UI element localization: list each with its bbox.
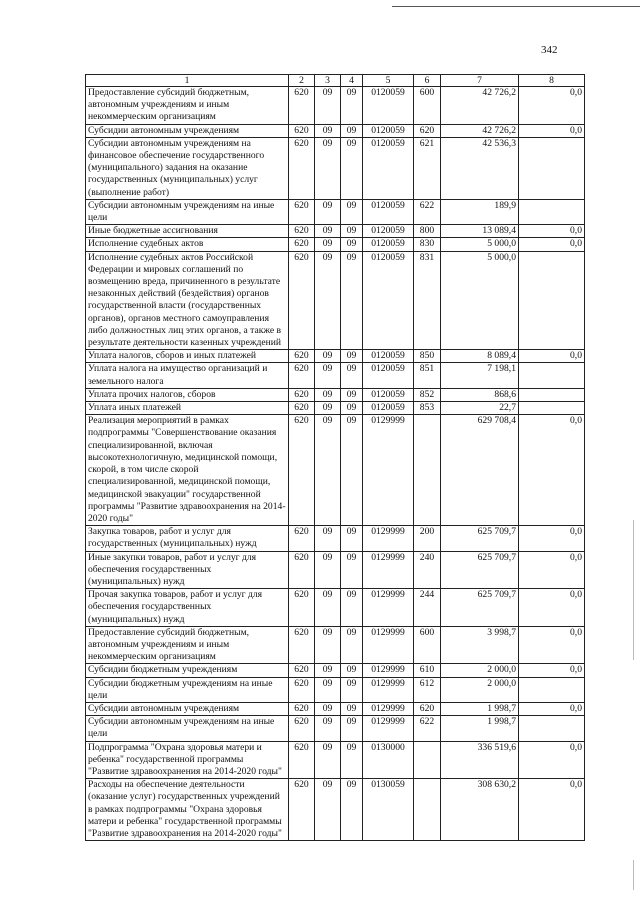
amount-secondary-cell: 0,0: [519, 664, 585, 677]
expense-type-cell: 622: [414, 199, 441, 224]
amount-cell: 42 536,3: [441, 137, 519, 199]
table-row: [86, 124, 585, 137]
item-name-cell: Иные бюджетные ассигнования: [86, 225, 289, 238]
section-code-cell: 09: [315, 251, 341, 350]
expense-type-cell: 621: [414, 137, 441, 199]
subsection-code-cell: 09: [341, 363, 363, 388]
amount-cell: 308 630,2: [441, 779, 519, 841]
item-name-cell: Исполнение судебных актов: [86, 238, 289, 251]
amount-cell: 2 000,0: [441, 664, 519, 677]
column-header: 6: [414, 75, 441, 87]
subsection-code-cell: 09: [341, 251, 363, 350]
expense-type-cell: 853: [414, 402, 441, 415]
amount-secondary-cell: 0,0: [519, 741, 585, 779]
target-article-cell: 0120059: [363, 350, 414, 363]
expense-type-cell: 831: [414, 251, 441, 350]
target-article-cell: 0129999: [363, 664, 414, 677]
amount-cell: 1 998,7: [441, 702, 519, 715]
section-code-cell: 09: [315, 87, 341, 125]
section-code-cell: 09: [315, 350, 341, 363]
amount-cell: 5 000,0: [441, 251, 519, 350]
expense-type-cell: [414, 779, 441, 841]
amount-cell: 5 000,0: [441, 238, 519, 251]
section-code-cell: 09: [315, 415, 341, 526]
table-row: [86, 741, 585, 779]
expense-type-cell: 610: [414, 664, 441, 677]
amount-secondary-cell: [519, 388, 585, 401]
target-article-cell: 0120059: [363, 388, 414, 401]
expense-type-cell: 612: [414, 677, 441, 702]
ministry-code-cell: 620: [289, 87, 315, 125]
table-row: [86, 664, 585, 677]
amount-secondary-cell: 0,0: [519, 124, 585, 137]
ministry-code-cell: 620: [289, 350, 315, 363]
subsection-code-cell: 09: [341, 225, 363, 238]
column-header: 2: [289, 75, 315, 87]
item-name-cell: Уплата налогов, сборов и иных платежей: [86, 350, 289, 363]
amount-secondary-cell: [519, 402, 585, 415]
section-code-cell: 09: [315, 199, 341, 224]
item-name-cell: Субсидии автономным учреждениям: [86, 124, 289, 137]
subsection-code-cell: 09: [341, 551, 363, 589]
subsection-code-cell: 09: [341, 526, 363, 551]
ministry-code-cell: 620: [289, 124, 315, 137]
scan-edge-mark: [633, 860, 634, 890]
section-code-cell: 09: [315, 124, 341, 137]
subsection-code-cell: 09: [341, 664, 363, 677]
amount-cell: 8 089,4: [441, 350, 519, 363]
ministry-code-cell: 620: [289, 664, 315, 677]
section-code-cell: 09: [315, 137, 341, 199]
table-row: [86, 363, 585, 388]
column-header: 3: [315, 75, 341, 87]
table-row: [86, 137, 585, 199]
ministry-code-cell: 620: [289, 415, 315, 526]
column-header: 1: [86, 75, 289, 87]
target-article-cell: 0120059: [363, 238, 414, 251]
amount-secondary-cell: 0,0: [519, 415, 585, 526]
column-header: 4: [341, 75, 363, 87]
expense-type-cell: 852: [414, 388, 441, 401]
amount-cell: 13 089,4: [441, 225, 519, 238]
subsection-code-cell: 09: [341, 677, 363, 702]
amount-secondary-cell: [519, 677, 585, 702]
table-row: [86, 702, 585, 715]
target-article-cell: 0120059: [363, 225, 414, 238]
column-header: 7: [441, 75, 519, 87]
table-row: [86, 350, 585, 363]
item-name-cell: Исполнение судебных актов Российской Федерации и мировых соглашений по возмещению вреда, причиненного в результате незаконных действий (бездействия) органов государственной власти (государственных органов), органов местного самоуправления либо должностных лиц этих органов, а также в результате деятельности казенных учреждений: [86, 251, 289, 350]
amount-cell: 22,7: [441, 402, 519, 415]
section-code-cell: 09: [315, 388, 341, 401]
ministry-code-cell: 620: [289, 589, 315, 627]
expense-type-cell: 850: [414, 350, 441, 363]
target-article-cell: 0129999: [363, 415, 414, 526]
amount-secondary-cell: 0,0: [519, 589, 585, 627]
table-row: [86, 87, 585, 125]
budget-table: [85, 74, 585, 841]
table-row: [86, 779, 585, 841]
amount-cell: 625 709,7: [441, 551, 519, 589]
subsection-code-cell: 09: [341, 626, 363, 664]
ministry-code-cell: 620: [289, 677, 315, 702]
item-name-cell: Субсидии автономным учреждениям на иные цели: [86, 716, 289, 741]
item-name-cell: Предоставление субсидий бюджетным, автономным учреждениям и иным некоммерческим организациям: [86, 626, 289, 664]
ministry-code-cell: 620: [289, 779, 315, 841]
subsection-code-cell: 09: [341, 702, 363, 715]
target-article-cell: 0120059: [363, 363, 414, 388]
item-name-cell: Иные закупки товаров, работ и услуг для обеспечения государственных (муниципальных) нужд: [86, 551, 289, 589]
section-code-cell: 09: [315, 225, 341, 238]
expense-type-cell: 800: [414, 225, 441, 238]
subsection-code-cell: 09: [341, 350, 363, 363]
ministry-code-cell: 620: [289, 741, 315, 779]
amount-secondary-cell: 0,0: [519, 238, 585, 251]
subsection-code-cell: 09: [341, 716, 363, 741]
amount-cell: 868,6: [441, 388, 519, 401]
target-article-cell: 0120059: [363, 124, 414, 137]
table-body: [86, 87, 585, 841]
table-row: [86, 551, 585, 589]
table-row: [86, 716, 585, 741]
amount-cell: 1 998,7: [441, 716, 519, 741]
amount-secondary-cell: 0,0: [519, 779, 585, 841]
target-article-cell: 0120059: [363, 402, 414, 415]
ministry-code-cell: 620: [289, 702, 315, 715]
item-name-cell: Субсидии автономным учреждениям на финансовое обеспечение государственного (муниципального) задания на оказание государственных (муниципальных) услуг (выполнение работ): [86, 137, 289, 199]
item-name-cell: Уплата прочих налогов, сборов: [86, 388, 289, 401]
ministry-code-cell: 620: [289, 238, 315, 251]
target-article-cell: 0129999: [363, 716, 414, 741]
subsection-code-cell: 09: [341, 137, 363, 199]
ministry-code-cell: 620: [289, 402, 315, 415]
amount-cell: 3 998,7: [441, 626, 519, 664]
item-name-cell: Расходы на обеспечение деятельности (оказание услуг) государственных учреждений в рамках подпрограммы "Охрана здоровья матери и ребенка" государственной программы "Развитие здравоохранения на 2014-2020 годы": [86, 779, 289, 841]
target-article-cell: 0120059: [363, 251, 414, 350]
target-article-cell: 0130000: [363, 741, 414, 779]
target-article-cell: 0120059: [363, 87, 414, 125]
subsection-code-cell: 09: [341, 741, 363, 779]
subsection-code-cell: 09: [341, 779, 363, 841]
item-name-cell: Закупка товаров, работ и услуг для государственных (муниципальных) нужд: [86, 526, 289, 551]
amount-cell: 42 726,2: [441, 124, 519, 137]
table-row: [86, 199, 585, 224]
section-code-cell: 09: [315, 677, 341, 702]
ministry-code-cell: 620: [289, 626, 315, 664]
subsection-code-cell: 09: [341, 199, 363, 224]
page-number: 342: [541, 44, 558, 56]
section-code-cell: 09: [315, 664, 341, 677]
item-name-cell: Субсидии бюджетным учреждениям на иные цели: [86, 677, 289, 702]
table-row: [86, 677, 585, 702]
table-row: [86, 225, 585, 238]
item-name-cell: Подпрограмма "Охрана здоровья матери и ребенка" государственной программы "Развитие здравоохранения на 2014-2020 годы": [86, 741, 289, 779]
section-code-cell: 09: [315, 551, 341, 589]
subsection-code-cell: 09: [341, 415, 363, 526]
section-code-cell: 09: [315, 526, 341, 551]
amount-secondary-cell: [519, 363, 585, 388]
expense-type-cell: [414, 741, 441, 779]
table-row: [86, 626, 585, 664]
amount-secondary-cell: 0,0: [519, 87, 585, 125]
target-article-cell: 0130059: [363, 779, 414, 841]
table-row: [86, 238, 585, 251]
table-row: [86, 589, 585, 627]
item-name-cell: Субсидии автономным учреждениям: [86, 702, 289, 715]
ministry-code-cell: 620: [289, 251, 315, 350]
section-code-cell: 09: [315, 589, 341, 627]
amount-secondary-cell: 0,0: [519, 526, 585, 551]
target-article-cell: 0129999: [363, 677, 414, 702]
item-name-cell: Субсидии автономным учреждениям на иные цели: [86, 199, 289, 224]
amount-secondary-cell: 0,0: [519, 626, 585, 664]
amount-secondary-cell: [519, 251, 585, 350]
amount-cell: 2 000,0: [441, 677, 519, 702]
header-rule: [392, 6, 640, 7]
expense-type-cell: 244: [414, 589, 441, 627]
subsection-code-cell: 09: [341, 402, 363, 415]
ministry-code-cell: 620: [289, 225, 315, 238]
item-name-cell: Реализация мероприятий в рамках подпрограммы "Совершенствование оказания специализированной, включая высокотехнологичную, медицинской помощи, скорой, в том числе скорой специализированной, медицинской помощи, медицинской эвакуации" государственной программы "Развитие здравоохранения на 2014-2020 годы": [86, 415, 289, 526]
column-header: 8: [519, 75, 585, 87]
section-code-cell: 09: [315, 402, 341, 415]
subsection-code-cell: 09: [341, 388, 363, 401]
item-name-cell: Уплата иных платежей: [86, 402, 289, 415]
amount-secondary-cell: 0,0: [519, 551, 585, 589]
ministry-code-cell: 620: [289, 199, 315, 224]
item-name-cell: Субсидии бюджетным учреждениям: [86, 664, 289, 677]
amount-cell: 629 708,4: [441, 415, 519, 526]
section-code-cell: 09: [315, 779, 341, 841]
expense-type-cell: 600: [414, 626, 441, 664]
subsection-code-cell: 09: [341, 87, 363, 125]
section-code-cell: 09: [315, 702, 341, 715]
section-code-cell: 09: [315, 238, 341, 251]
target-article-cell: 0129999: [363, 551, 414, 589]
subsection-code-cell: 09: [341, 238, 363, 251]
section-code-cell: 09: [315, 626, 341, 664]
expense-type-cell: 600: [414, 87, 441, 125]
target-article-cell: 0129999: [363, 526, 414, 551]
table-row: [86, 526, 585, 551]
table-row: [86, 388, 585, 401]
table-row: [86, 251, 585, 350]
amount-secondary-cell: 0,0: [519, 350, 585, 363]
expense-type-cell: 620: [414, 702, 441, 715]
item-name-cell: Прочая закупка товаров, работ и услуг для обеспечения государственных (муниципальных) нужд: [86, 589, 289, 627]
table-row: [86, 402, 585, 415]
amount-secondary-cell: [519, 199, 585, 224]
expense-type-cell: 240: [414, 551, 441, 589]
ministry-code-cell: 620: [289, 137, 315, 199]
ministry-code-cell: 620: [289, 363, 315, 388]
amount-cell: 42 726,2: [441, 87, 519, 125]
item-name-cell: Уплата налога на имущество организаций и земельного налога: [86, 363, 289, 388]
ministry-code-cell: 620: [289, 388, 315, 401]
amount-cell: 336 519,6: [441, 741, 519, 779]
section-code-cell: 09: [315, 716, 341, 741]
amount-cell: 625 709,7: [441, 526, 519, 551]
item-name-cell: Предоставление субсидий бюджетным, автономным учреждениям и иным некоммерческим организациям: [86, 87, 289, 125]
target-article-cell: 0120059: [363, 137, 414, 199]
amount-secondary-cell: 0,0: [519, 225, 585, 238]
expense-type-cell: 622: [414, 716, 441, 741]
expense-type-cell: 830: [414, 238, 441, 251]
ministry-code-cell: 620: [289, 716, 315, 741]
expense-type-cell: [414, 415, 441, 526]
amount-cell: 625 709,7: [441, 589, 519, 627]
amount-secondary-cell: [519, 137, 585, 199]
subsection-code-cell: 09: [341, 124, 363, 137]
amount-cell: 189,9: [441, 199, 519, 224]
expense-type-cell: 200: [414, 526, 441, 551]
expense-type-cell: 620: [414, 124, 441, 137]
target-article-cell: 0129999: [363, 589, 414, 627]
amount-secondary-cell: 0,0: [519, 702, 585, 715]
column-number-row: [86, 75, 585, 87]
section-code-cell: 09: [315, 741, 341, 779]
scan-edge-mark: [633, 520, 634, 660]
amount-cell: 7 198,1: [441, 363, 519, 388]
expense-type-cell: 851: [414, 363, 441, 388]
target-article-cell: 0129999: [363, 702, 414, 715]
target-article-cell: 0129999: [363, 626, 414, 664]
amount-secondary-cell: [519, 716, 585, 741]
table-row: [86, 415, 585, 526]
target-article-cell: 0120059: [363, 199, 414, 224]
section-code-cell: 09: [315, 363, 341, 388]
ministry-code-cell: 620: [289, 526, 315, 551]
subsection-code-cell: 09: [341, 589, 363, 627]
ministry-code-cell: 620: [289, 551, 315, 589]
column-header: 5: [363, 75, 414, 87]
